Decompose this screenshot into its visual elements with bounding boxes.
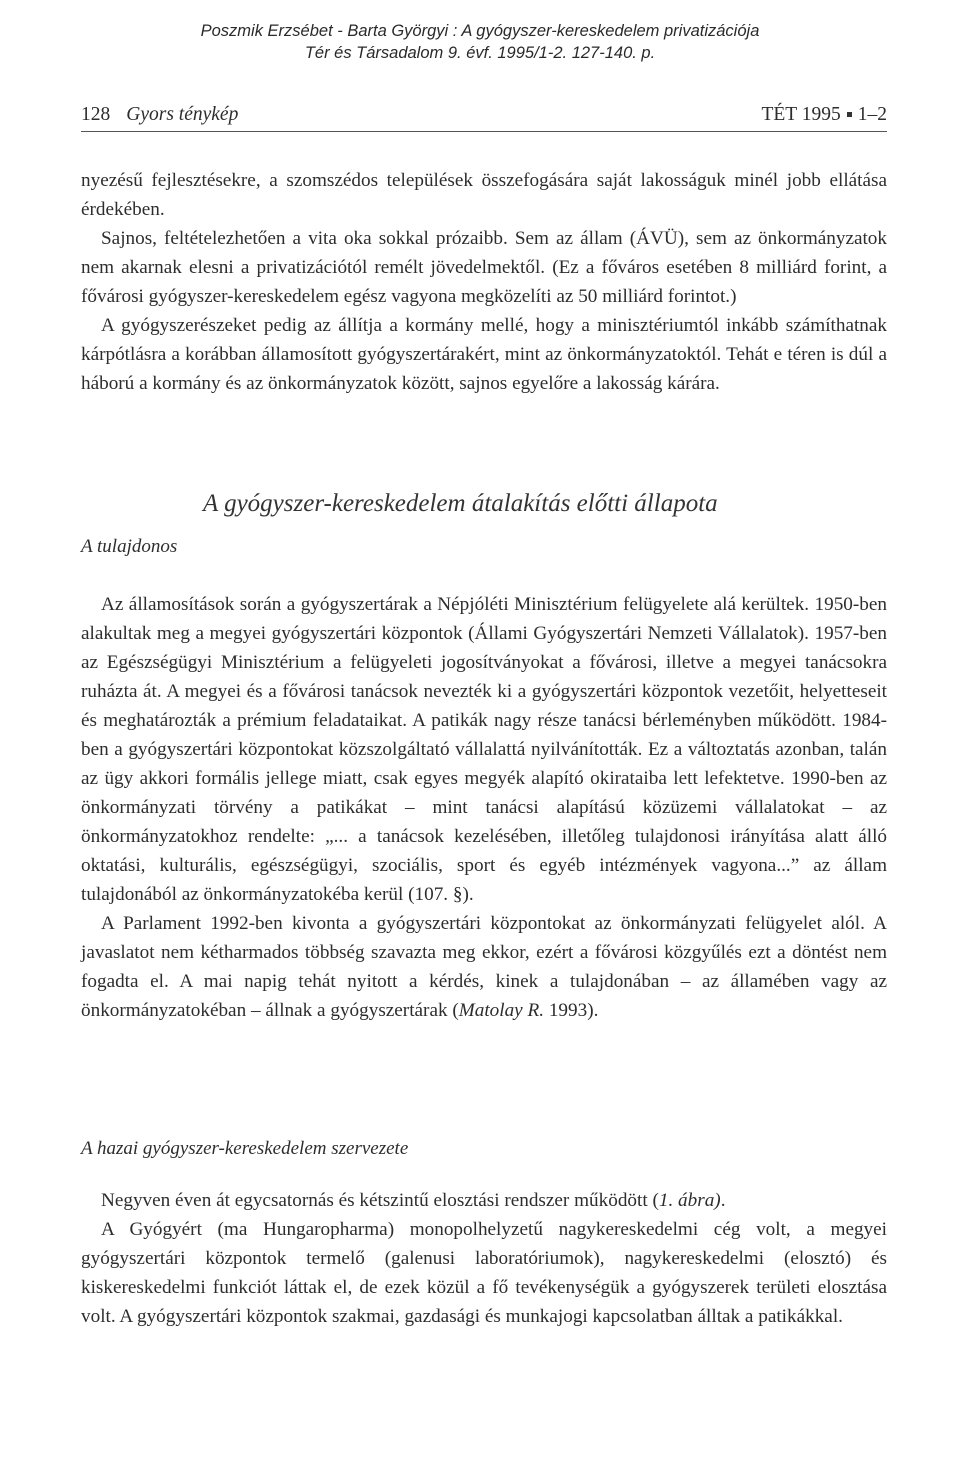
intro-text bbox=[81, 166, 887, 398]
section-text bbox=[81, 590, 887, 1025]
citation-line-authors: Poszmik Erzsébet - Barta Györgyi : A gyógyszer-kereskedelem privatizációja bbox=[200, 22, 760, 40]
citation-author: Matolay R. bbox=[458, 1000, 545, 1021]
journal-name: TÉT 1995 bbox=[761, 104, 841, 125]
section-paragraph-2-end: 1993). bbox=[544, 1000, 599, 1021]
intro-paragraph-1: nyezésű fejlesztésekre, a szomszédos települések összefogására saját lakosságuk minél jobb ellátása érdekében. bbox=[81, 170, 887, 220]
subsection-paragraph-1 bbox=[81, 1186, 887, 1215]
citation-line-source: Tér és Társadalom 9. évf. 1995/1-2. 127-140. p. bbox=[304, 44, 656, 62]
subsection-text bbox=[81, 1186, 887, 1331]
intro-paragraph-3: A gyógyszerészeket pedig az állítja a kormány mellé, hogy a minisztériumtól inkább számíthatnak kárpótlásra a korábban államosított gyógyszertárakért, mint az önkormányzatoktól. Tehát e téren is dúl a háború a kormány és az önkormányzatok között, sajnos egyelőre a lakosság kárára. bbox=[81, 315, 887, 394]
section-title: A gyógyszer-kereskedelem átalakítás előtti állapota bbox=[203, 490, 718, 517]
section-name: Gyors ténykép bbox=[126, 104, 239, 125]
journal-issue: 1–2 bbox=[857, 104, 887, 125]
running-header bbox=[81, 104, 887, 132]
subsection-paragraph-2: A Gyógyért (ma Hungaropharma) monopolhelyzetű nagykereskedelmi cég volt, a megyei gyógyszertári központok termelő (galenusi laboratóriumok), nagykereskedelmi (elosztó) és kiskereskedelmi funkciót láttak el, de ezek közül a fő tevékenységük a gyógyszerek területi elosztása volt. A gyógyszertári központok szakmai, gazdasági és munkajogi kapcsolatban álltak a patikákkal. bbox=[81, 1219, 887, 1327]
bullet-separator bbox=[847, 112, 852, 117]
subsection-title: A hazai gyógyszer-kereskedelem szervezete bbox=[81, 1138, 409, 1159]
subsection-paragraph-1-text: Negyven éven át egycsatornás és kétszintű elosztási rendszer működött ( bbox=[101, 1190, 659, 1211]
section-paragraph-1: Az államosítások során a gyógyszertárak a Népjóléti Minisztérium felügyelete alá kerültek. 1950-ben alakultak meg a megyei gyógyszertári központok (Állami Gyógyszertári Nemzeti Vállalatok). 1957-ben az Egészségügyi Minisztérium a felügyeleti jogosítványokat a fővárosi, illetve a megyei tanácsokra ruházta át. A megyei és a fővárosi tanácsok nevezték ki a gyógyszertári központok vezetőit, helyetteseit és meghatározták a prémium feladataikat. A patikák nagy része tanácsi bérleményben működött. 1984-ben a gyógyszertári központokat közszolgáltató vállalattá nyilvánították. Ez a változtatás azonban, talán az ügy akkori formális jellege miatt, csak egyes megyék alapító okirataiba lett lefektetve. 1990-ben az önkormányzati törvény a patikákat – mint tanácsi alapítású közüzemi vállalatokat – az önkormányzatokhoz rendelte: „... a tanácsok kezelésében, illetőleg tulajdonosi irányítása alatt álló oktatási, kulturális, egészségügyi, szociális, sport és egyéb intézmények vagyona...” az állam tulajdonából az önkormányzatokéba kerül (107. §). bbox=[81, 594, 887, 905]
section-paragraph-2-text: A Parlament 1992-ben kivonta a gyógyszertári központokat az önkormányzati felügyelet alól. A javaslatot nem kétharmados többség szavazta meg ekkor, ezért a fővárosi közgyűlés ezt a döntést nem fogadta el. A mai napig tehát nyitott a kérdés, kinek a tulajdonában – az államében vagy az önkormányzatokéban – állnak a gyógyszertárak ( bbox=[81, 913, 887, 1021]
section-paragraph-2 bbox=[81, 909, 887, 1025]
running-header-right bbox=[761, 104, 887, 126]
intro-paragraph-2: Sajnos, feltételezhetően a vita oka sokkal prózaibb. Sem az állam (ÁVÜ), sem az önkormányzatok nem akarnak elesni a privatizációtól remélt jövedelmektől. (Ez a főváros esetében 8 milliárd forint, a fővárosi gyógyszer-kereskedelem egész vagyona megközelíti az 50 milliárd forintot.) bbox=[81, 228, 887, 307]
citation-header bbox=[0, 20, 960, 64]
subsection-paragraph-1-end: . bbox=[720, 1190, 726, 1211]
page-number: 128 bbox=[81, 104, 111, 125]
figure-reference: 1. ábra) bbox=[658, 1190, 721, 1211]
running-header-left bbox=[81, 104, 238, 126]
margin-label: A tulajdonos bbox=[81, 536, 178, 557]
